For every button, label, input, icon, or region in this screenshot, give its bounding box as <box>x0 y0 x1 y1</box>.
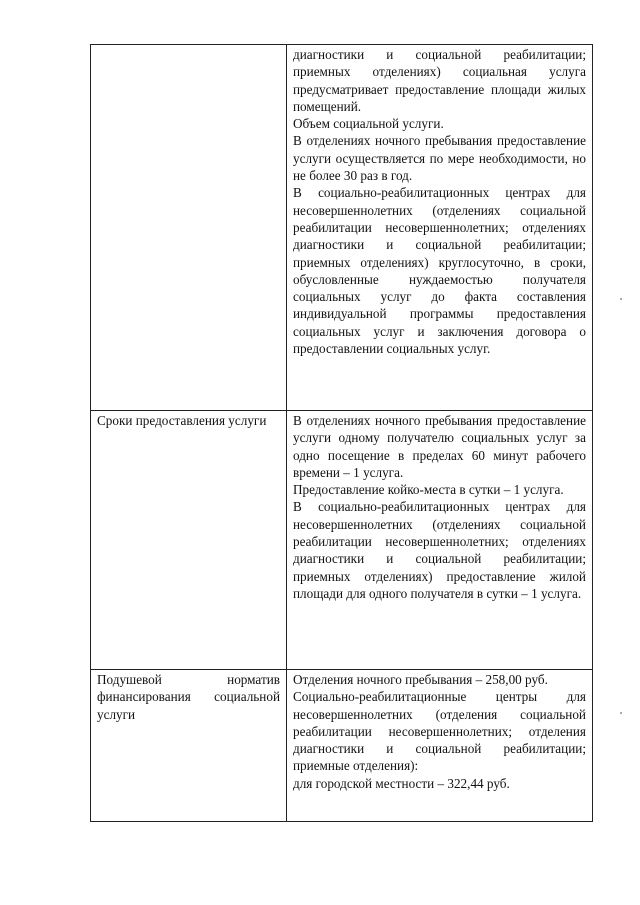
table-cell-label <box>91 670 287 822</box>
paragraph: В отделениях ночного пребывания предоставление услуги осуществляется по мере необходимости, но не более 30 раз в год. <box>293 133 586 184</box>
table-cell-content <box>287 411 593 670</box>
table-cell-content <box>287 670 593 822</box>
paragraph: В отделениях ночного пребывания предоставление услуги одному получателю социальных услуг за одно посещение в пределах 60 минут рабочего времени – 1 услуга. <box>293 413 586 480</box>
paragraph: В социально-реабилитационных центрах для несовершеннолетних (отделениях социальной реабилитации несовершеннолетних; отделениях диагностики и социальной реабилитации; приемных отделениях) предоставление жилой площади для одного получателя в сутки – 1 услуга. <box>293 499 586 601</box>
table-cell-content <box>287 45 593 411</box>
paragraph: диагностики и социальной реабилитации; приемных отделениях) социальная услуга предусматривает предоставление площади жилых помещений. <box>293 47 586 114</box>
scan-artifact <box>620 712 622 714</box>
table-cell-label <box>91 45 287 411</box>
paragraph: Предоставление койко-места в сутки – 1 услуга. <box>293 482 564 498</box>
table-row <box>91 45 593 411</box>
row-label-delivery-terms: Сроки предоставления услуги <box>97 413 267 428</box>
paragraph: для городской местности – 322,44 руб. <box>293 775 510 791</box>
paragraph: Социально-реабилитационные центры для несовершеннолетних (отделения социальной реабилитации несовершеннолетних; отделения диагностики и социальной реабилитации; приемные отделения): <box>293 689 586 774</box>
scan-artifact <box>620 298 622 300</box>
table-row <box>91 670 593 822</box>
paragraph: В социально-реабилитационных центрах для несовершеннолетних (отделениях социальной реабилитации несовершеннолетних; отделениях диагностики и социальной реабилитации; приемных отделениях) круглосуточно, в сроки, обусловленные нуждаемостью получателя социальных услуг до факта составления индивидуальной программы предоставления социальных услуг и заключения договора о предоставлении социальных услуг. <box>293 185 586 357</box>
table-cell-label <box>91 411 287 670</box>
row-label-funding-norm: Подушевой норматив финансирования социальной услуги <box>97 672 280 722</box>
paragraph: Объем социальной услуги. <box>293 116 444 132</box>
paragraph: Отделения ночного пребывания – 258,00 руб. <box>293 672 548 687</box>
service-table <box>90 44 593 822</box>
table-row <box>91 411 593 670</box>
